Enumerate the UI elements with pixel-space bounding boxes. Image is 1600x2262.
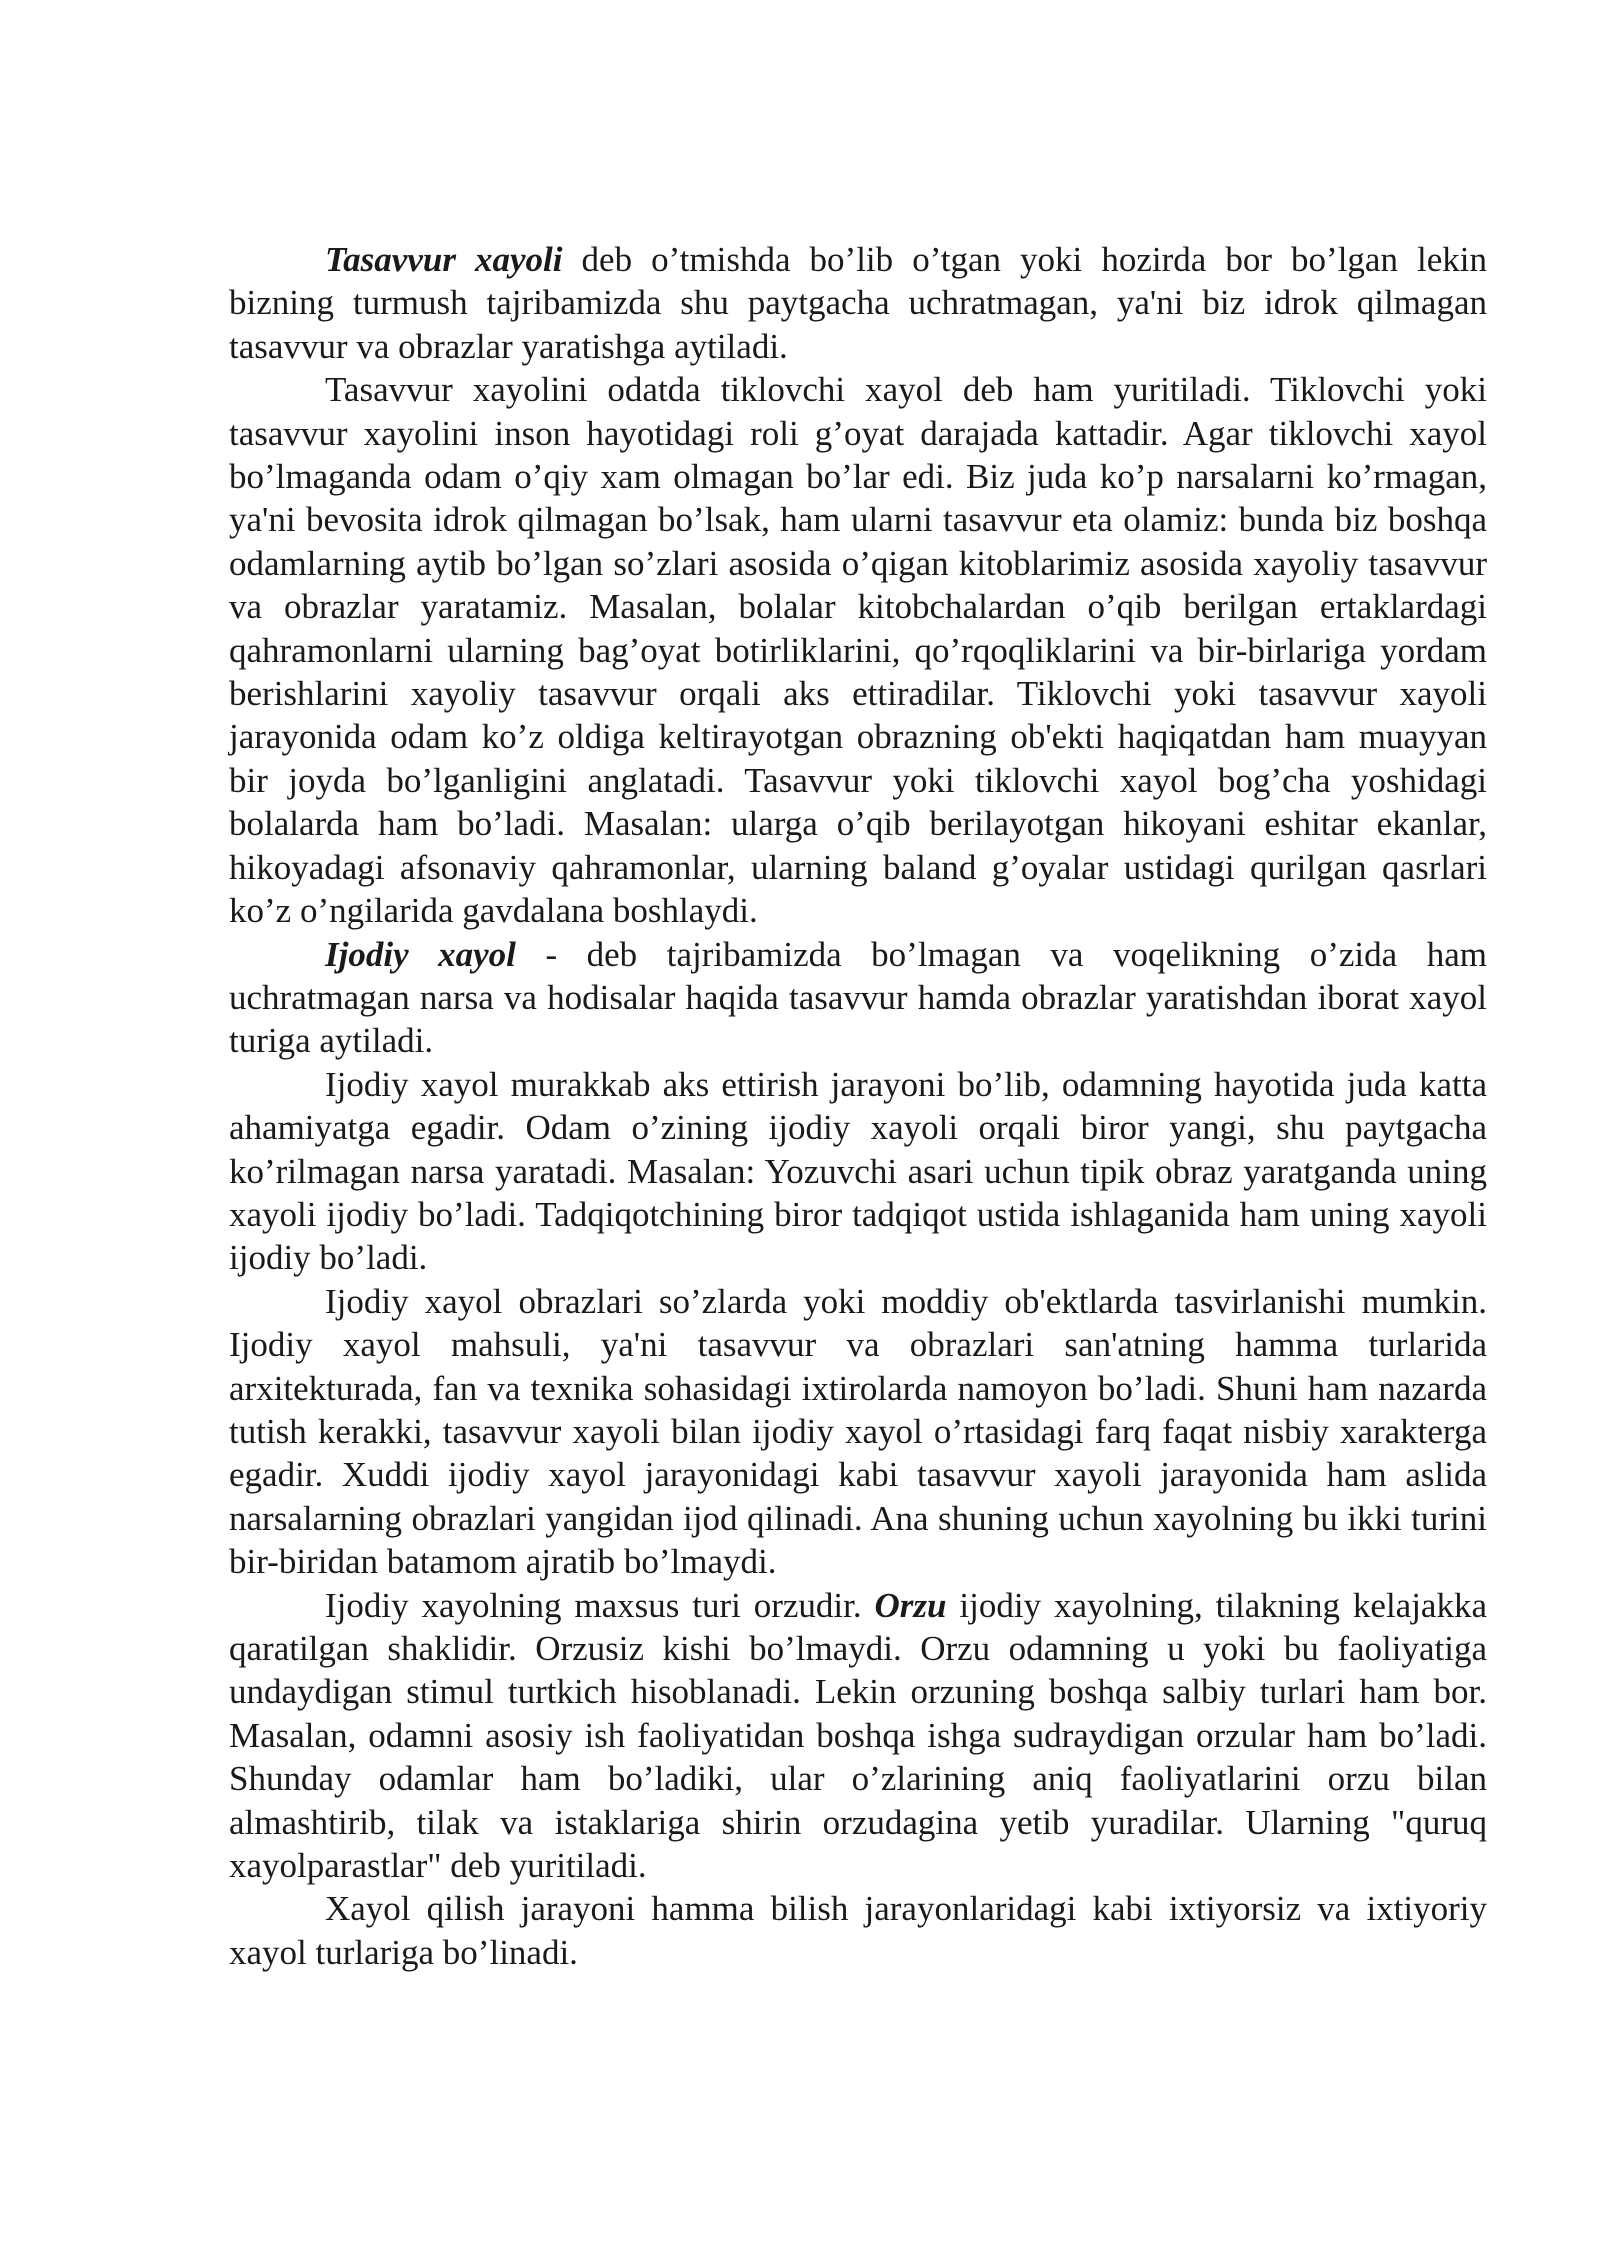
paragraph-xayol-qilish-jarayoni (229, 1887, 1487, 1974)
paragraph-ijodiy-xayol-obrazlari (229, 1280, 1487, 1584)
paragraph-orzu (229, 1584, 1487, 1888)
paragraph-text: - deb tajribamizda bo’lmagan va voqelikning o’zida ham uchratmagan narsa va hodisalar haqida tasavvur hamda obrazlar yaratishdan iborat xayol turiga aytiladi. (229, 934, 1487, 1061)
paragraph-text-before: Ijodiy xayolning maxsus turi orzudir. (325, 1585, 875, 1625)
paragraph-ijodiy-xayol (229, 933, 1487, 1063)
document-page (229, 238, 1487, 1974)
paragraph-text: Ijodiy xayol murakkab aks ettirish jarayoni bo’lib, odamning hayotida juda katta ahamiyatga egadir. Odam o’zining ijodiy xayoli orqali biror yangi, shu paytgacha ko’rilmagan narsa yaratadi. Masalan: Yozuvchi asari uchun tipik obraz yaratganda uning xayoli ijodiy bo’ladi. Tadqiqotchining biror tadqiqot ustida ishlaganida ham uning xayoli ijodiy bo’ladi. (229, 1064, 1487, 1278)
paragraph-tiklovchi-xayol (229, 368, 1487, 932)
paragraph-text: Xayol qilish jarayoni hamma bilish jarayonlaridagi kabi ixtiyorsiz va ixtiyoriy xayol turlariga bo’linadi. (229, 1889, 1487, 1972)
paragraph-ijodiy-xayol-murakkab (229, 1063, 1487, 1280)
paragraph-text: Ijodiy xayol obrazlari so’zlarda yoki moddiy ob'ektlarda tasvirlanishi mumkin. Ijodiy xayol mahsuli, ya'ni tasavvur va obrazlari san'atning hamma turlarida arxitekturada, fan va texnika sohasidagi ixtirolarda namoyon bo’ladi. Shuni ham nazarda tutish kerakki, tasavvur xayoli bilan ijodiy xayol o’rtasidagi farq faqat nisbiy xarakterga egadir. Xuddi ijodiy xayol jarayonidagi kabi tasavvur xayoli jarayonida ham aslida narsalarning obrazlari yangidan ijod qilinadi. Ana shuning uchun xayolning bu ikki turini bir-biridan batamom ajratib bo’lmaydi. (229, 1281, 1487, 1582)
term-ijodiy-xayol: Ijodiy xayol (325, 934, 516, 974)
paragraph-tasavvur-xayoli (229, 238, 1487, 368)
term-tasavvur-xayoli: Tasavvur xayoli (325, 240, 563, 279)
term-orzu: Orzu (874, 1585, 947, 1625)
paragraph-text: ijodiy xayolning, tilakning kelajakka qaratilgan shaklidir. Orzusiz kishi bo’lmaydi. Orzu odamning u yoki bu faoliyatiga undaydigan stimul turtkich hisoblanadi. Lekin orzuning boshqa salbiy turlari ham bor. Masalan, odamni asosiy ish faoliyatidan boshqa ishga sudraydigan orzular ham bo’ladi. Shunday odamlar ham bo’ladiki, ular o’zlarining aniq faoliyatlarini orzu bilan almashtirib, tilak va istaklariga shirin orzudagina yetib yuradilar. Ularning "quruq xayolparastlar" deb yuritiladi. (229, 1585, 1487, 1886)
paragraph-text: deb o’tmishda bo’lib o’tgan yoki hozirda bor bo’lgan lekin bizning turmush tajribamizda shu paytgacha uchratmagan, ya'ni biz idrok qilmagan tasavvur va obrazlar yaratishga aytiladi. (229, 240, 1487, 366)
paragraph-text: Tasavvur xayolini odatda tiklovchi xayol deb ham yuritiladi. Tiklovchi yoki tasavvur xayolini inson hayotidagi roli g’oyat darajada kattadir. Agar tiklovchi xayol bo’lmaganda odam o’qiy xam olmagan bo’lar edi. Biz juda ko’p narsalarni ko’rmagan, ya'ni bevosita idrok qilmagan bo’lsak, ham ularni tasavvur eta olamiz: bunda biz boshqa odamlarning aytib bo’lgan so’zlari asosida o’qigan kitoblarimiz asosida xayoliy tasavvur va obrazlar yaratamiz. Masalan, bolalar kitobchalardan o’qib berilgan ertaklardagi qahramonlarni ularning bag’oyat botirliklarini, qo’rqoqliklarini va bir-birlariga yordam berishlarini xayoliy tasavvur orqali aks ettiradilar. Tiklovchi yoki tasavvur xayoli jarayonida odam ko’z oldiga keltirayotgan obrazning ob'ekti haqiqatdan ham muayyan bir joyda bo’lganligini anglatadi. Tasavvur yoki tiklovchi xayol bog’cha yoshidagi bolalarda ham bo’ladi. Masalan: ularga o’qib berilayotgan hikoyani eshitar ekanlar, hikoyadagi afsonaviy qahramonlar, ularning baland g’oyalar ustidagi qurilgan qasrlari ko’z o’ngilarida gavdalana boshlaydi. (229, 370, 1487, 931)
